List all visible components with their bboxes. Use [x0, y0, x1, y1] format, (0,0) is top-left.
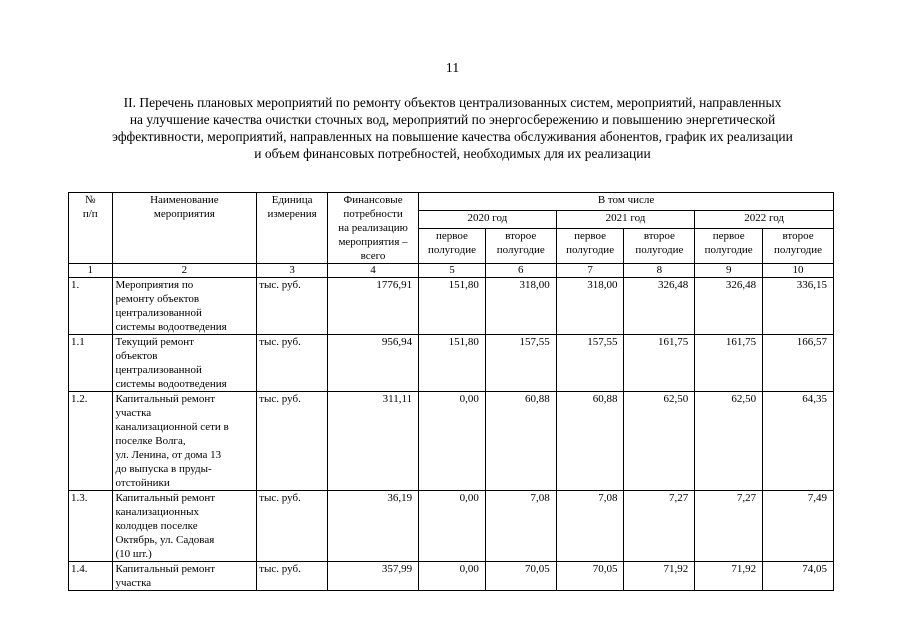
row-value: 7,27	[695, 491, 763, 562]
title-line: на улучшение качества очистки сточных вод, мероприятий по энергосбережению и повышению энергетической	[129, 112, 776, 127]
row-name-line: Мероприятия по	[115, 279, 194, 291]
title-line: эффективности, мероприятий, направленных на повышение качества обслуживания абонентов, график их реализации	[112, 129, 793, 144]
column-number: 5	[419, 264, 486, 278]
header-unit: Единица измерения	[257, 193, 328, 264]
row-name-line: Капитальный ремонт	[115, 492, 216, 504]
row-value: 7,27	[624, 491, 695, 562]
row-name-line: ул. Ленина, от дома 13	[115, 449, 222, 461]
row-name-line: объектов	[115, 350, 158, 362]
row-value: 74,05	[763, 562, 834, 591]
row-total: 36,19	[328, 491, 419, 562]
row-value: 326,48	[624, 278, 695, 335]
row-value: 0,00	[419, 491, 486, 562]
row-name	[112, 562, 257, 591]
row-unit: тыс. руб.	[257, 335, 328, 392]
row-number: 1.4.	[69, 562, 113, 591]
row-value: 7,49	[763, 491, 834, 562]
row-total: 311,11	[328, 392, 419, 491]
row-value: 166,57	[763, 335, 834, 392]
row-value: 151,80	[419, 278, 486, 335]
row-name-line: канализационных	[115, 506, 199, 518]
row-name-line: ремонту объектов	[115, 293, 200, 305]
row-value: 318,00	[556, 278, 624, 335]
row-value: 318,00	[485, 278, 556, 335]
row-value: 62,50	[695, 392, 763, 491]
row-value: 71,92	[624, 562, 695, 591]
row-value: 71,92	[695, 562, 763, 591]
section-title	[40, 94, 865, 162]
row-total: 357,99	[328, 562, 419, 591]
row-name-line: Октябрь, ул. Садовая	[115, 534, 215, 546]
row-name-line: Капитальный ремонт	[115, 393, 216, 405]
row-name	[112, 491, 257, 562]
row-name	[112, 392, 257, 491]
measures-table	[68, 192, 834, 591]
row-number: 1.	[69, 278, 113, 335]
row-name	[112, 278, 257, 335]
row-value: 60,88	[556, 392, 624, 491]
row-value: 161,75	[695, 335, 763, 392]
header-num: № п/п	[69, 193, 113, 264]
header-name: Наименование мероприятия	[112, 193, 257, 264]
row-name-line: централизованной	[115, 364, 202, 376]
column-number: 9	[695, 264, 763, 278]
column-number: 6	[485, 264, 556, 278]
row-value: 336,15	[763, 278, 834, 335]
row-value: 157,55	[485, 335, 556, 392]
header-second-half: второе полугодие	[485, 229, 556, 264]
row-value: 62,50	[624, 392, 695, 491]
row-unit: тыс. руб.	[257, 491, 328, 562]
row-value: 7,08	[556, 491, 624, 562]
row-number: 1.3.	[69, 491, 113, 562]
row-name-line: колодцев поселке	[115, 520, 198, 532]
row-value: 70,05	[485, 562, 556, 591]
table-row	[69, 335, 834, 392]
row-name-line: системы водоотведения	[115, 378, 227, 390]
column-number: 10	[763, 264, 834, 278]
column-number: 3	[257, 264, 328, 278]
row-name-line: (10 шт.)	[115, 548, 152, 560]
title-line: и объем финансовых потребностей, необходимых для их реализации	[254, 146, 651, 161]
row-value: 70,05	[556, 562, 624, 591]
header-financial-needs: Финансовые потребности на реализацию мероприятия – всего	[328, 193, 419, 264]
table-row	[69, 278, 834, 335]
row-name-line: поселке Волга,	[115, 435, 186, 447]
row-value: 60,88	[485, 392, 556, 491]
row-name-line: Текущий ремонт	[115, 336, 194, 348]
header-year-2020: 2020 год	[419, 211, 557, 229]
header-first-half: первое полугодие	[419, 229, 486, 264]
row-name-line: до выпуска в пруды-	[115, 463, 212, 475]
column-number: 7	[556, 264, 624, 278]
table-body	[69, 278, 834, 591]
row-name-line: системы водоотведения	[115, 321, 227, 333]
column-number: 4	[328, 264, 419, 278]
table-row	[69, 392, 834, 491]
row-value: 326,48	[695, 278, 763, 335]
row-total: 956,94	[328, 335, 419, 392]
page-number: 11	[445, 61, 460, 76]
row-value: 7,08	[485, 491, 556, 562]
row-unit: тыс. руб.	[257, 392, 328, 491]
row-unit: тыс. руб.	[257, 278, 328, 335]
row-name-line: участка	[115, 407, 152, 419]
header-second-half: второе полугодие	[624, 229, 695, 264]
row-value: 151,80	[419, 335, 486, 392]
row-name-line: участка	[115, 577, 152, 589]
row-number: 1.2.	[69, 392, 113, 491]
header-second-half: второе полугодие	[763, 229, 834, 264]
row-value: 64,35	[763, 392, 834, 491]
row-name-line: централизованной	[115, 307, 202, 319]
column-number: 1	[69, 264, 113, 278]
column-number: 8	[624, 264, 695, 278]
header-first-half: первое полугодие	[556, 229, 624, 264]
row-value: 161,75	[624, 335, 695, 392]
header-first-half: первое полугодие	[695, 229, 763, 264]
header-year-2022: 2022 год	[695, 211, 834, 229]
row-name-line: канализационной сети в	[115, 421, 229, 433]
row-name-line: отстойники	[115, 477, 170, 489]
row-number: 1.1	[69, 335, 113, 392]
row-name	[112, 335, 257, 392]
table-row	[69, 562, 834, 591]
column-numbers-row	[69, 264, 834, 278]
row-value: 0,00	[419, 562, 486, 591]
row-unit: тыс. руб.	[257, 562, 328, 591]
row-value: 0,00	[419, 392, 486, 491]
row-name-line: Капитальный ремонт	[115, 563, 216, 575]
header-year-2021: 2021 год	[556, 211, 695, 229]
row-total: 1776,91	[328, 278, 419, 335]
row-value: 157,55	[556, 335, 624, 392]
column-number: 2	[112, 264, 257, 278]
title-line: II. Перечень плановых мероприятий по ремонту объектов централизованных систем, мероприятий, направленных	[123, 95, 782, 110]
header-including: В том числе	[419, 193, 834, 211]
table-row	[69, 491, 834, 562]
